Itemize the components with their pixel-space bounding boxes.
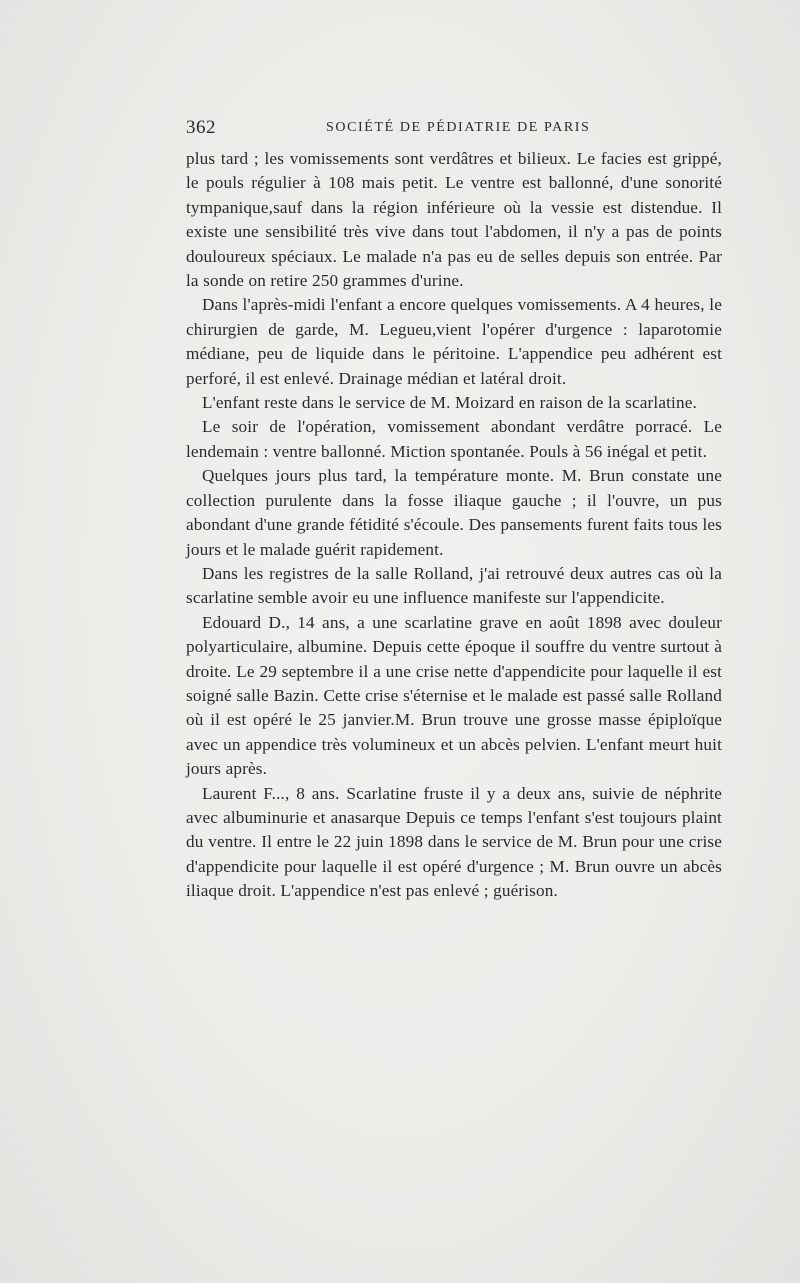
running-title: SOCIÉTÉ DE PÉDIATRIE DE PARIS	[326, 120, 591, 135]
paragraph-case-edouard: Edouard D., 14 ans, a une scarlatine grave en août 1898 avec douleur polyarticulaire, albumine. Depuis cette époque il souffre du ventre surtout à droite. Le 29 septembre il a une crise nette d'appendicite pour laquelle il est soigné salle Bazin. Cette crise s'éternise et le malade est passé salle Rolland où il est opéré le 25 janvier.M. Brun trouve une grosse masse épiploïque avec un appendice très volumineux et un abcès pelvien. L'enfant meurt huit jours après.	[186, 612, 722, 779]
page-number: 362	[186, 117, 216, 138]
page-header	[186, 117, 722, 141]
paragraph-later: Quelques jours plus tard, la température monte. M. Brun constate une collection purulente dans la fosse iliaque gauche ; il l'ouvre, un pus abondant d'une grande fétidité s'écoule. Des pansements furent faits tous les jours et le malade guérit rapidement.	[186, 466, 722, 559]
paragraph-service: L'enfant reste dans le service de M. Moizard en raison de la scarlatine.	[202, 393, 697, 413]
paragraph-evening: Le soir de l'opération, vomissement abondant verdâtre porracé. Le lendemain : ventre ballonné. Miction spontanée. Pouls à 56 inégal et petit.	[186, 417, 722, 461]
paragraph-registers: Dans les registres de la salle Rolland, j'ai retrouvé deux autres cas où la scarlatine semble avoir eu une influence manifeste sur l'appendicite.	[186, 563, 722, 608]
body-text	[186, 147, 722, 904]
paragraph-operation: Dans l'après-midi l'enfant a encore quelques vomissements. A 4 heures, le chirurgien de garde, M. Legueu,vient l'opérer d'urgence : laparotomie médiane, peu de liquide dans le péritoine. L'appendice peu adhérent est perforé, il est enlevé. Drainage médian et latéral droit.	[186, 295, 722, 388]
paragraph-continuation: plus tard ; les vomissements sont verdâtres et bilieux. Le facies est grippé, le pouls régulier à 108 mais petit. Le ventre est ballonné, d'une sonorité tympanique,sauf dans la région inférieure où la vessie est distendue. Il existe une sensibilité très vive dans tout l'abdomen, il n'y a pas de points douloureux spéciaux. Le malade n'a pas eu de selles depuis son entrée. Par la sonde on retire 250 grammes d'urine.	[186, 149, 722, 291]
paragraph-case-laurent: Laurent F..., 8 ans. Scarlatine fruste il y a deux ans, suivie de néphrite avec albuminurie et anasarque Depuis ce temps l'enfant s'est toujours plaint du ventre. Il entre le 22 juin 1898 dans le service de M. Brun pour une crise d'appendicite pour laquelle il est opéré d'urgence ; M. Brun ouvre un abcès iliaque droit. L'appendice n'est pas enlevé ; guérison.	[186, 783, 722, 901]
